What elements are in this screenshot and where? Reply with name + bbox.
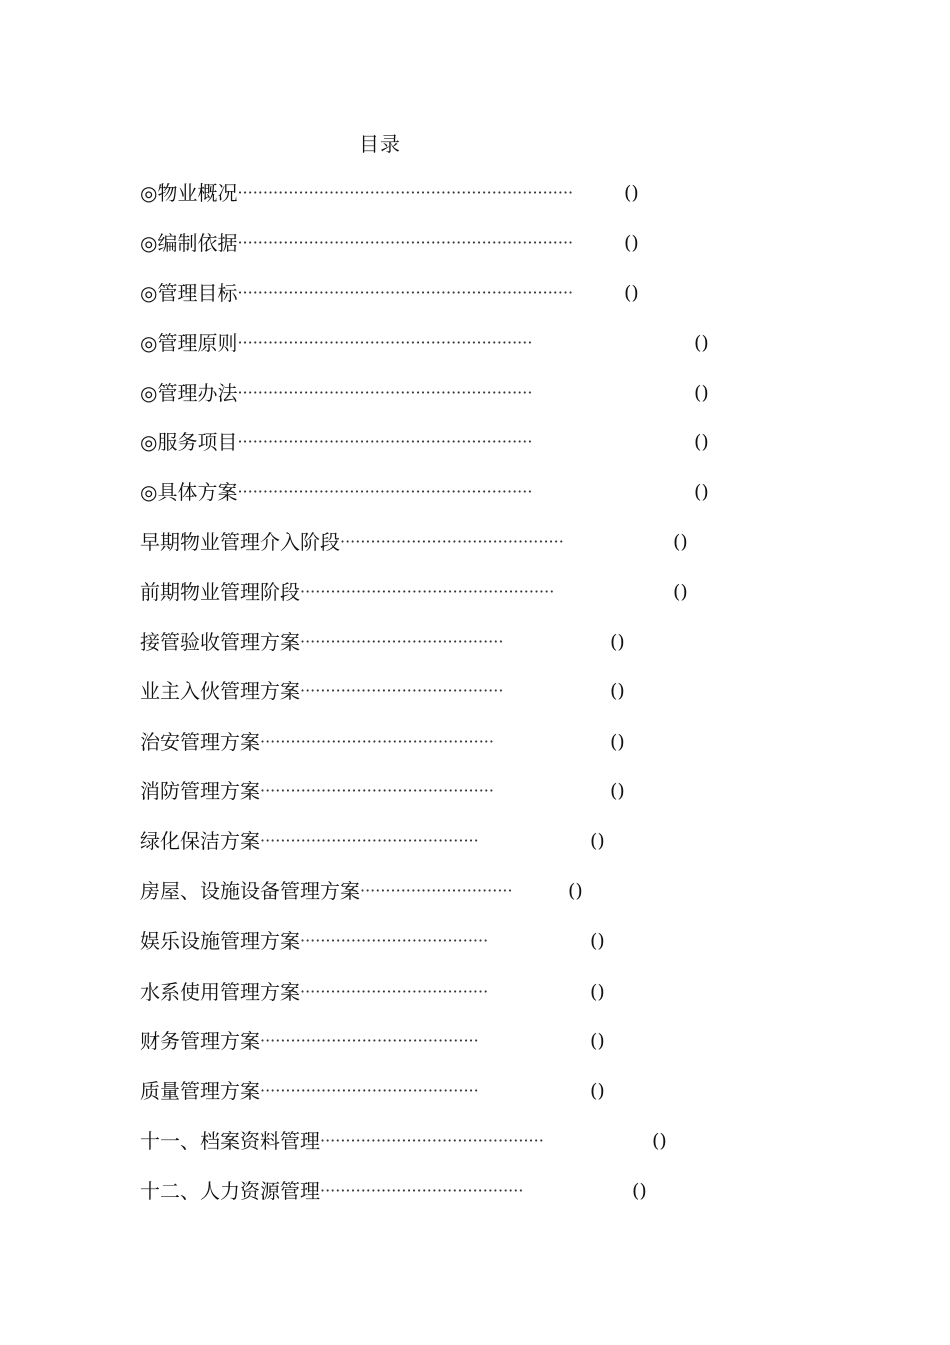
toc-entry-label: ◎具体方案 [140, 480, 238, 504]
toc-entry-leader: ········································ [300, 632, 504, 651]
toc-entry-label: ◎编制依据 [140, 231, 238, 255]
toc-entry-label: ◎物业概况 [140, 181, 238, 205]
toc-entry[interactable] [140, 178, 674, 208]
toc-entry-label: 前期物业管理阶段 [140, 580, 300, 604]
toc-entry-page: () [590, 981, 605, 1003]
toc-entry[interactable] [140, 1126, 667, 1156]
toc-entry-leader: ····································· [300, 931, 489, 950]
toc-entry-page: () [632, 1180, 647, 1202]
toc-entry-page: () [624, 232, 639, 254]
toc-entry-label: ◎管理办法 [140, 381, 238, 405]
toc-entry-page: () [590, 930, 605, 952]
toc-entry-page: () [624, 182, 639, 204]
toc-entry-leader: ··········································· [260, 831, 479, 850]
toc-entry[interactable] [140, 627, 625, 657]
toc-entry-label: ◎管理目标 [140, 281, 238, 305]
toc-entry-leader: ·························································· [237, 482, 533, 501]
toc-entry-leader: ········································ [320, 1181, 524, 1200]
toc-entry[interactable] [140, 278, 674, 308]
toc-entry-leader: ·································································· [237, 183, 574, 202]
toc-entry-label: 水系使用管理方案 [140, 980, 300, 1004]
toc-entry-label: 接管验收管理方案 [140, 630, 300, 654]
toc-entry-page: () [673, 531, 688, 553]
toc-entry-page: () [610, 731, 625, 753]
toc-entry-label: 娱乐设施管理方案 [140, 929, 300, 953]
toc-entry-leader: ·································································· [237, 283, 574, 302]
toc-entry-leader: ·························································· [237, 333, 533, 352]
toc-entry-label: 早期物业管理介入阶段 [140, 530, 340, 554]
toc-entry[interactable] [140, 1176, 647, 1206]
toc-entry-page: () [694, 431, 709, 453]
toc-entry-label: ◎服务项目 [140, 430, 238, 454]
toc-entry-page: () [610, 780, 625, 802]
toc-entry-page: () [610, 631, 625, 653]
toc-entry-leader: ·························································· [237, 432, 533, 451]
toc-entry-page: () [694, 382, 709, 404]
toc-entry[interactable] [140, 477, 709, 507]
toc-entry[interactable] [140, 676, 625, 706]
toc-entry-page: () [694, 332, 709, 354]
toc-entry-page: () [590, 1030, 605, 1052]
toc-entry-page: () [610, 680, 625, 702]
toc-entry-leader: ··········································· [260, 1081, 479, 1100]
toc-entry-leader: ·································································· [237, 233, 574, 252]
toc-entry[interactable] [140, 826, 605, 856]
toc-entry-leader: ············································ [320, 1131, 544, 1150]
toc-entry-page: () [590, 830, 605, 852]
toc-entry-label: 十二、人力资源管理 [140, 1179, 320, 1203]
toc-entry[interactable] [140, 1026, 605, 1056]
toc-entry-page: () [624, 282, 639, 304]
toc-entry-leader: ·············································· [260, 781, 494, 800]
toc-entry[interactable] [140, 527, 688, 557]
toc-entry-label: 业主入伙管理方案 [140, 679, 300, 703]
toc-title: 目录 [359, 132, 401, 156]
toc-entry-page: () [590, 1080, 605, 1102]
toc-entry[interactable] [140, 1076, 605, 1106]
toc-entry[interactable] [140, 776, 625, 806]
toc-entry[interactable] [140, 228, 674, 258]
toc-entry-label: 质量管理方案 [140, 1079, 260, 1103]
toc-entry[interactable] [140, 427, 709, 457]
toc-entry-page: () [652, 1130, 667, 1152]
toc-entry-label: 治安管理方案 [140, 730, 260, 754]
toc-entry-leader: ·················································· [300, 582, 555, 601]
toc-entry-label: 十一、档案资料管理 [140, 1129, 320, 1153]
toc-entry[interactable] [140, 876, 583, 906]
toc-entry-label: 消防管理方案 [140, 779, 260, 803]
toc-entry-label: 财务管理方案 [140, 1029, 260, 1053]
toc-entry[interactable] [140, 977, 605, 1007]
toc-entry-label: 房屋、设施设备管理方案 [140, 879, 360, 903]
toc-entry-leader: ····································· [300, 982, 489, 1001]
toc-entry-label: 绿化保洁方案 [140, 829, 260, 853]
toc-entry-leader: ··········································· [260, 1031, 479, 1050]
toc-entry[interactable] [140, 926, 605, 956]
toc-entry[interactable] [140, 727, 625, 757]
toc-entry-label: ◎管理原则 [140, 331, 238, 355]
toc-entry[interactable] [140, 328, 709, 358]
toc-entry-page: () [568, 880, 583, 902]
toc-entry-leader: ········································ [300, 681, 504, 700]
toc-entry-page: () [694, 481, 709, 503]
toc-entry-page: () [673, 581, 688, 603]
toc-entry-leader: ············································ [340, 532, 564, 551]
toc-entry-leader: ······························ [360, 881, 513, 900]
toc-entry-leader: ·························································· [237, 383, 533, 402]
toc-entry[interactable] [140, 378, 709, 408]
toc-entry[interactable] [140, 577, 688, 607]
toc-entry-leader: ·············································· [260, 732, 494, 751]
